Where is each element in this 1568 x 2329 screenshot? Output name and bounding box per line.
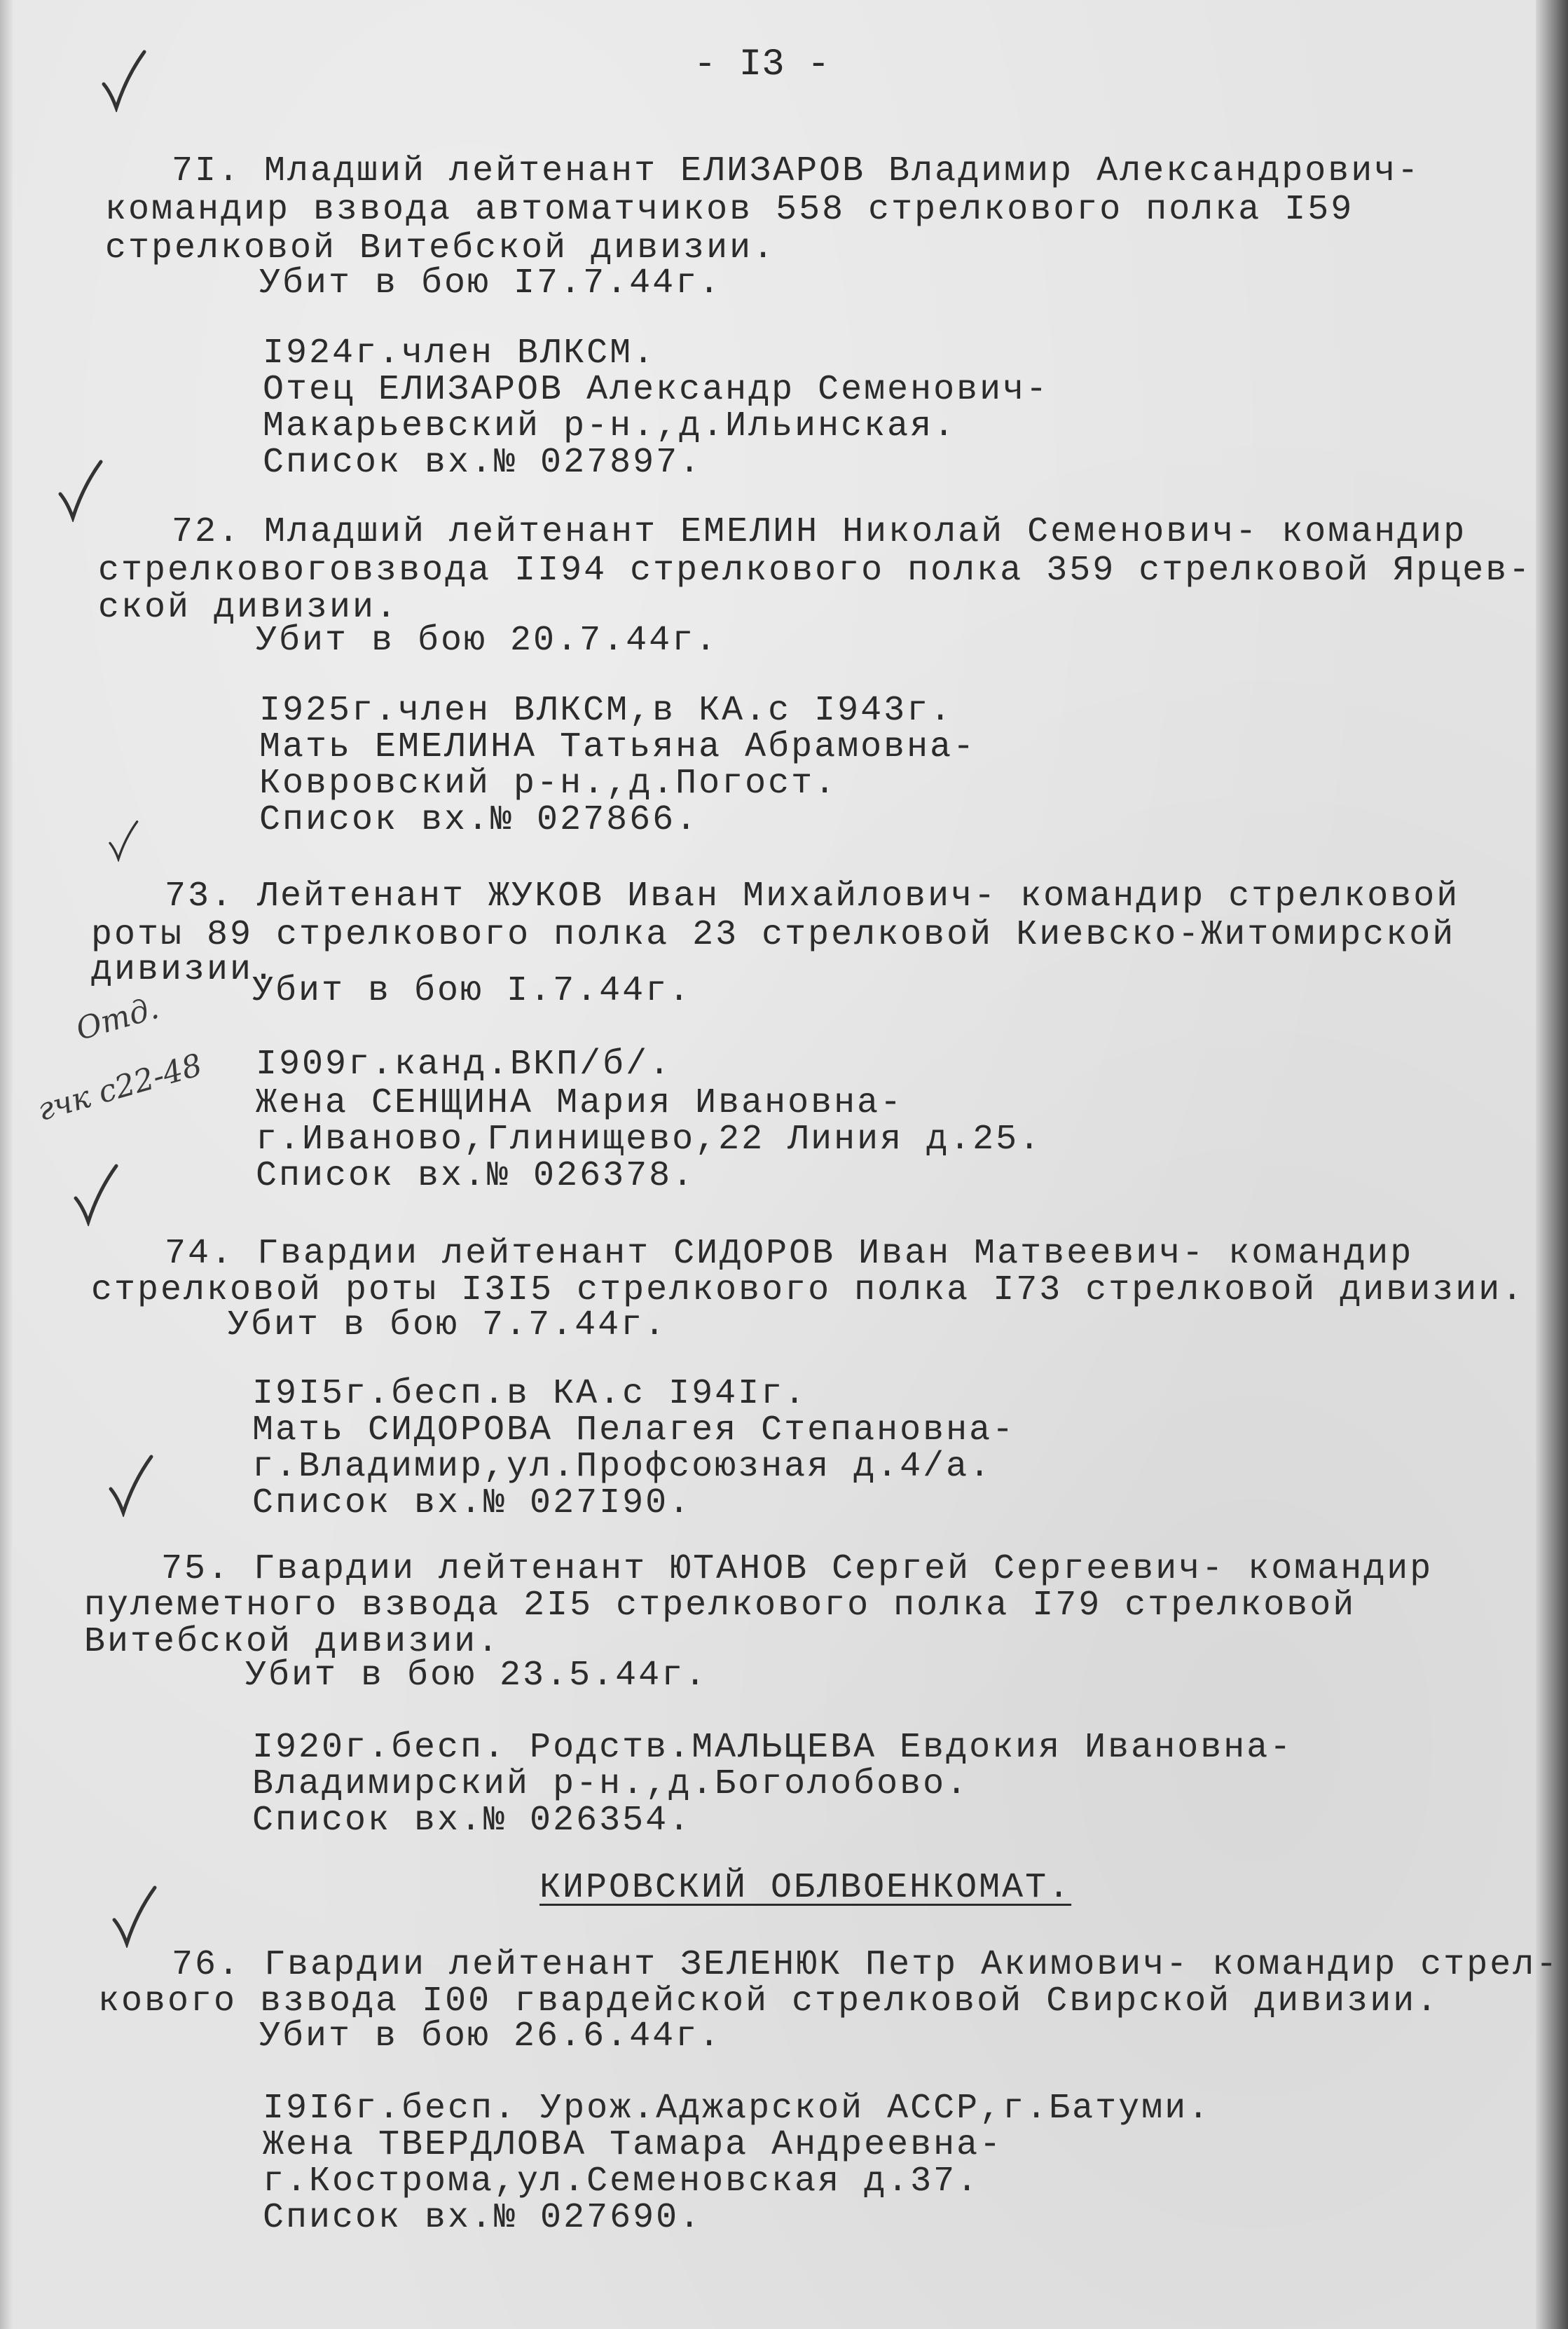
entry-72-line-2: стрелковоговзвода II94 стрелкового полка 359 стрелковой Ярцев-: [98, 551, 1532, 591]
entry-74-line-1: 74. Гвардии лейтенант СИДОРОВ Иван Матвеевич- командир: [165, 1234, 1414, 1274]
entry-73-detail-3: г.Иваново,Глинищево,22 Линия д.25.: [256, 1120, 1043, 1160]
entry-73-killed: Убит в бою I.7.44г.: [252, 971, 692, 1011]
entry-71-detail-3: Макарьевский р-н.,д.Ильинская.: [263, 406, 957, 446]
entry-71-line-1: 7I. Младший лейтенант ЕЛИЗАРОВ Владимир Александрович-: [172, 151, 1421, 191]
entry-74-detail-4: Список вх.№ 027I90.: [252, 1483, 692, 1523]
check-mark-icon: [98, 49, 147, 112]
entry-71-line-2: командир взвода автоматчиков 558 стрелкового полка I59: [105, 190, 1354, 230]
entry-73-detail-2: Жена СЕНЩИНА Мария Ивановна-: [256, 1083, 904, 1123]
entry-72-killed: Убит в бою 20.7.44г.: [256, 621, 719, 661]
entry-76-detail-4: Список вх.№ 027690.: [263, 2198, 703, 2238]
check-mark-icon: [109, 1885, 158, 1948]
scan-edge-left: [0, 0, 13, 2329]
entry-76-detail-2: Жена ТВЕРДЛОВА Тамара Андреевна-: [263, 2125, 1003, 2165]
entry-76-killed: Убит в бою 26.6.44г.: [259, 2017, 722, 2056]
handwritten-note-line-1: Отд.: [71, 990, 163, 1048]
entry-76-line-2: кового взвода I00 гвардейской стрелковой Свирской дивизии.: [98, 1981, 1440, 2021]
entry-72-detail-4: Список вх.№ 027866.: [259, 800, 699, 840]
check-mark-icon: [105, 820, 140, 862]
entry-75-killed: Убит в бою 23.5.44г.: [245, 1656, 708, 1696]
check-mark-icon: [105, 1454, 154, 1517]
entry-76-detail-1: I9I6г.бесп. Урож.Аджарской АССР,г.Батуми.: [263, 2089, 1211, 2129]
entry-72-line-3: ской дивизии.: [98, 588, 399, 628]
entry-74-detail-3: г.Владимир,ул.Профсоюзная д.4/а.: [252, 1447, 993, 1487]
entry-73-detail-4: Список вх.№ 026378.: [256, 1156, 696, 1196]
entry-75-detail-3: Список вх.№ 026354.: [252, 1801, 692, 1841]
entry-73-detail-1: I909г.канд.ВКП/б/.: [256, 1045, 673, 1085]
entry-74-killed: Убит в бою 7.7.44г.: [228, 1305, 668, 1345]
handwritten-note-line-2: гчк с22-48: [33, 1047, 207, 1129]
page-number: - I3 -: [694, 43, 830, 86]
check-mark-icon: [55, 459, 104, 522]
entry-76-line-1: 76. Гвардии лейтенант ЗЕЛЕНЮК Петр Акимович- командир стрел-: [172, 1945, 1560, 1985]
entry-71-detail-4: Список вх.№ 027897.: [263, 443, 703, 483]
entry-75-line-1: 75. Гвардии лейтенант ЮТАНОВ Сергей Сергеевич- командир: [161, 1549, 1433, 1589]
entry-71-detail-1: I924г.член ВЛКСМ.: [263, 334, 656, 373]
entry-76-detail-3: г.Кострома,ул.Семеновская д.37.: [263, 2162, 980, 2201]
entry-74-detail-1: I9I5г.бесп.в КА.с I94Iг.: [252, 1374, 808, 1414]
entry-72-line-1: 72. Младший лейтенант ЕМЕЛИН Николай Семенович- командир: [172, 512, 1467, 552]
entry-71-killed: Убит в бою I7.7.44г.: [259, 263, 722, 303]
entry-73-line-1: 73. Лейтенант ЖУКОВ Иван Михайлович- командир стрелковой: [165, 877, 1460, 916]
entry-75-detail-2: Владимирский р-н.,д.Боголобово.: [252, 1764, 970, 1804]
entry-73-line-2: роты 89 стрелкового полка 23 стрелковой Киевско-Житомирской: [91, 915, 1456, 955]
entry-71-detail-2: Отец ЕЛИЗАРОВ Александр Семенович-: [263, 370, 1050, 410]
entry-74-detail-2: Мать СИДОРОВА Пелагея Степановна-: [252, 1410, 1016, 1450]
entry-75-line-2: пулеметного взвода 2I5 стрелкового полка I79 стрелковой: [84, 1586, 1356, 1626]
entry-75-detail-1: I920г.бесп. Родств.МАЛЬЦЕВА Евдокия Ивановна-: [252, 1728, 1293, 1768]
entry-73-line-3: дивизии.: [91, 950, 277, 990]
check-mark-icon: [70, 1163, 119, 1226]
entry-72-detail-2: Мать ЕМЕЛИНА Татьяна Абрамовна-: [259, 727, 977, 767]
entry-71-line-3: стрелковой Витебской дивизии.: [105, 228, 776, 268]
entry-72-detail-1: I925г.член ВЛКСМ,в КА.с I943г.: [259, 691, 954, 731]
entry-75-line-3: Витебской дивизии.: [84, 1622, 501, 1662]
entry-72-detail-3: Ковровский р-н.,д.Погост.: [259, 764, 838, 804]
section-heading: КИРОВСКИЙ ОБЛВОЕНКОМАТ.: [539, 1868, 1072, 1908]
entry-74-line-2: стрелковой роты I3I5 стрелкового полка I73 стрелковой дивизии.: [91, 1270, 1525, 1310]
